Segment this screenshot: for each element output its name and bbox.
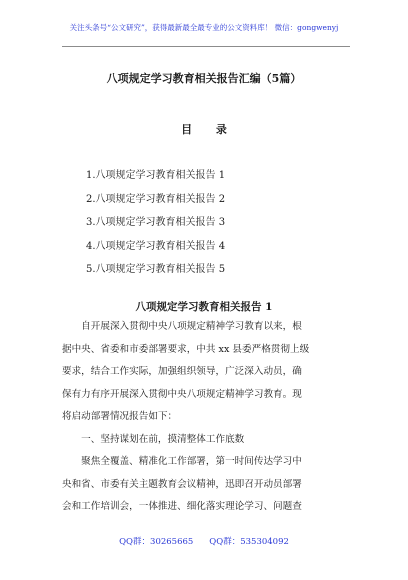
- toc-item[interactable]: 5.八项规定学习教育相关报告 5: [86, 264, 226, 275]
- body-line: 聚焦全覆盖、精准化工作部署，第一时间传达学习中: [62, 456, 302, 467]
- toc-item[interactable]: 1.八项规定学习教育相关报告 1: [86, 170, 226, 181]
- toc-item[interactable]: 3.八项规定学习教育相关报告 3: [86, 217, 226, 228]
- table-of-contents: [86, 169, 225, 287]
- body-text: [62, 316, 352, 519]
- document-title: 八项规定学习教育相关报告汇编（5篇）: [106, 72, 302, 85]
- body-line: 要求，结合工作实际，加强组织领导，广泛深入动员，确: [62, 366, 302, 377]
- body-line: 将启动部署情况报告如下：: [62, 411, 178, 422]
- body-line: 据中央、省委和市委部署要求，中共 xx 县委严格贯彻上级: [62, 343, 310, 355]
- body-line: 央和省、市委有关主题教育会议精神，迅即召开动员部署: [62, 478, 302, 490]
- body-line: 会和工作培训会，一体推进、细化落实理论学习、问题查: [62, 501, 302, 512]
- footer-qq-group-2: QQ群：535304092: [209, 537, 289, 547]
- body-heading: 一、坚持谋划在前，摸清整体工作底数: [62, 433, 245, 445]
- footer-qq-group-1: QQ群：30265665: [119, 537, 194, 547]
- section-title: 八项规定学习教育相关报告 1: [135, 301, 273, 313]
- header-note: 关注头条号“公文研究”，获得最新最全最专业的公文资料库！ 微信：gongwenyj: [69, 23, 339, 32]
- header-divider: [62, 46, 350, 47]
- toc-heading: 目 录: [181, 123, 237, 136]
- body-line: 自开展深入贯彻中央八项规定精神学习教育以来，根: [62, 321, 302, 332]
- body-line: 保有力有序开展深入贯彻中央八项规定精神学习教育。现: [62, 388, 302, 400]
- toc-item[interactable]: 4.八项规定学习教育相关报告 4: [86, 240, 226, 252]
- toc-item[interactable]: 2.八项规定学习教育相关报告 2: [86, 193, 226, 205]
- footer: [0, 535, 408, 547]
